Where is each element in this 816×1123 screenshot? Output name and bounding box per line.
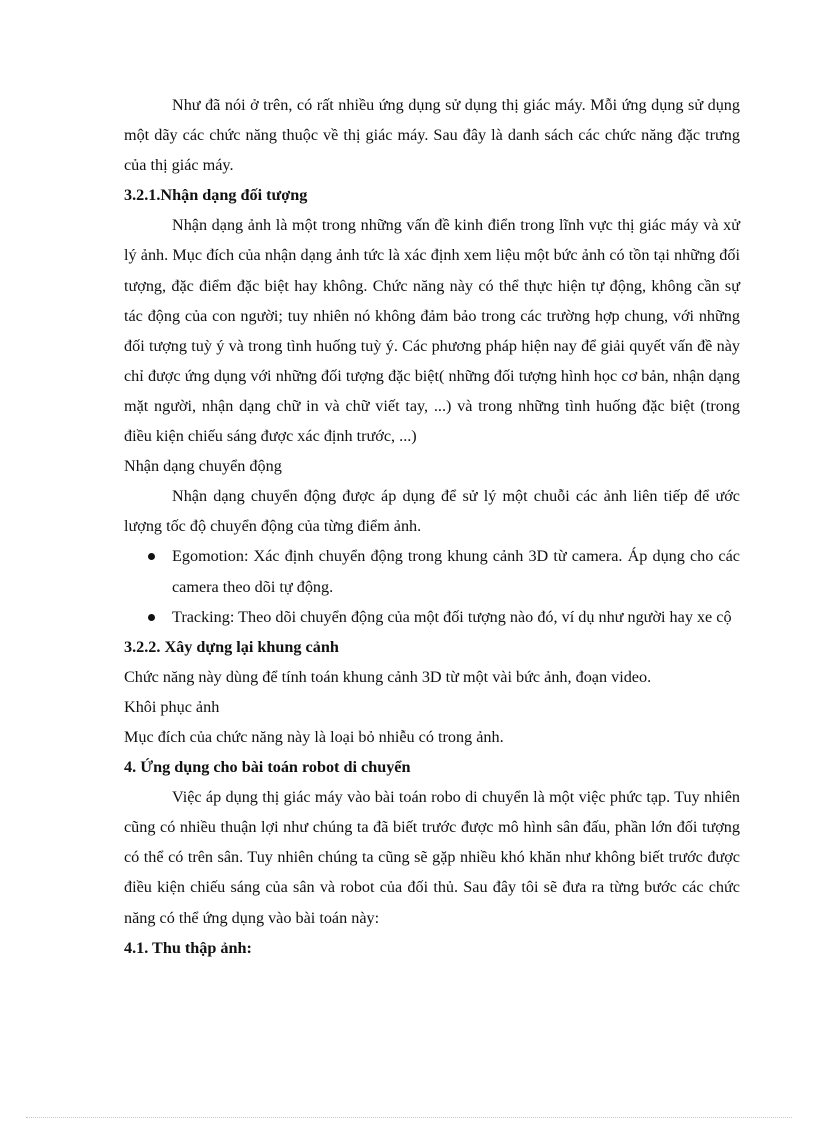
subheading-restore: Khôi phục ảnh	[124, 697, 220, 716]
list-item-text: Tracking: Theo dõi chuyển động của một đối tượng nào đó, ví dụ như người hay xe cộ	[172, 607, 732, 626]
subheading-motion: Nhận dạng chuyển động	[124, 457, 282, 476]
recognition-paragraph: Nhận dạng ảnh là một trong những vấn đề kinh điển trong lĩnh vực thị giác máy và xử lý ảnh. Mục đích của nhận dạng ảnh tức là xác định xem liệu một bức ảnh có tồn tại những đối tượng, đặc điểm đặc biệt hay không. Chức năng này có thể thực hiện tự động, không cần sự tác động của con người; tuy nhiên nó không đảm bảo trong các trường hợp chung, với những đối tượng tuỳ ý và trong tình huống tuỳ ý. Các phương pháp hiện nay để giải quyết vấn đề này chỉ được ứng dụng với những đối tượng đặc biệt( những đối tượng hình học cơ bản, nhận dạng mặt người, nhận dạng chữ in và chữ viết tay, ...) và trong những tình huống đặc biệt (trong điều kiện chiếu sáng được xác định trước, ...)	[124, 216, 740, 446]
page-bottom-divider	[26, 1117, 792, 1118]
reconstruct-paragraph: Chức năng này dùng để tính toán khung cảnh 3D từ một vài bức ảnh, đoạn video.	[124, 667, 652, 686]
section-heading-3-2-2: 3.2.2. Xây dựng lại khung cảnh	[124, 637, 339, 656]
section-heading-4-1: 4.1. Thu thập ảnh:	[124, 938, 252, 957]
bullet-icon	[148, 614, 155, 621]
motion-bullet-list	[124, 541, 740, 631]
list-item-text: Egomotion: Xác định chuyển động trong khung cảnh 3D từ camera. Áp dụng cho các camera theo dõi tự động.	[172, 547, 740, 596]
restore-paragraph: Mục đích của chức năng này là loại bỏ nhiễu có trong ảnh.	[124, 727, 504, 746]
list-item	[124, 602, 740, 632]
document-page	[124, 90, 740, 963]
bullet-icon	[148, 553, 155, 560]
robot-paragraph: Việc áp dụng thị giác máy vào bài toán robo di chuyển là một việc phức tạp. Tuy nhiên cũng có nhiều thuận lợi như chúng ta đã biết trước được mô hình sân đấu, phần lớn đối tượng có thể có trên sân. Tuy nhiên chúng ta cũng sẽ gặp nhiều khó khăn như không biết trước được điều kiện chiếu sáng của sân và robot của đối thủ. Sau đây tôi sẽ đưa ra từng bước các chức năng có thể ứng dụng vào bài toán này:	[124, 788, 740, 927]
section-heading-3-2-1: 3.2.1.Nhận dạng đối tượng	[124, 186, 308, 205]
section-heading-4: 4. Ứng dụng cho bài toán robot di chuyển	[124, 758, 411, 777]
intro-paragraph: Như đã nói ở trên, có rất nhiều ứng dụng sử dụng thị giác máy. Mỗi ứng dụng sử dụng một dãy các chức năng thuộc về thị giác máy. Sau đây là danh sách các chức năng đặc trưng của thị giác máy.	[124, 96, 740, 175]
motion-paragraph: Nhận dạng chuyển động được áp dụng để sử lý một chuỗi các ảnh liên tiếp để ước lượng tốc độ chuyển động của từng điểm ảnh.	[124, 487, 740, 536]
list-item	[124, 541, 740, 601]
